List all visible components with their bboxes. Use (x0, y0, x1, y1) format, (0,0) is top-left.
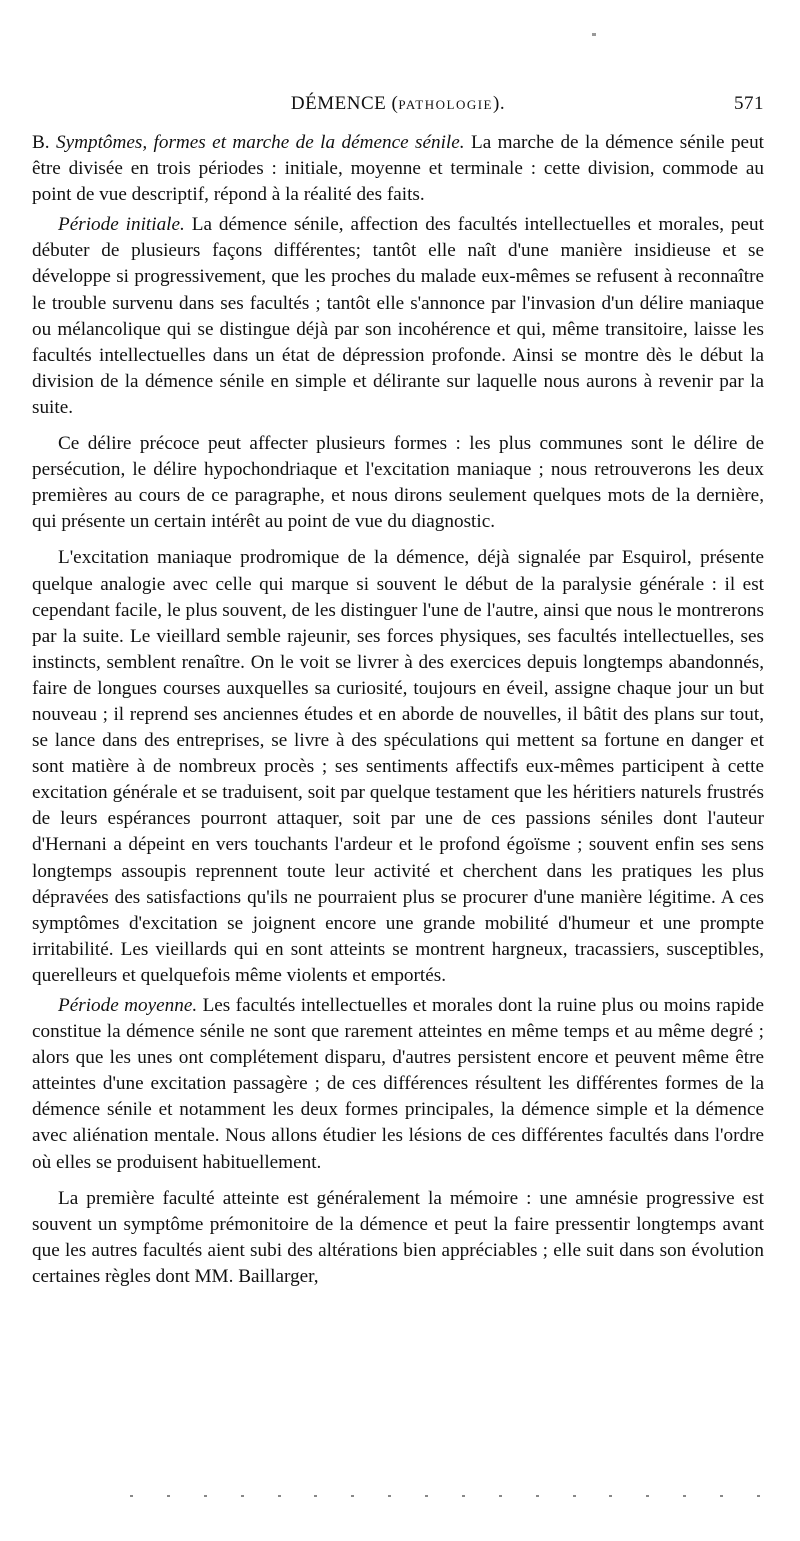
running-title-sub: PATHOLOGIE (398, 97, 494, 112)
page-header (32, 93, 764, 119)
section-label: B. (32, 132, 50, 153)
paragraph-delire-precoce (32, 431, 764, 535)
running-title: DÉMENCE (PATHOLOGIE). (290, 93, 506, 114)
paragraph-text: Les facultés intellectuelles et morales dont la ruine plus ou moins rapide constitue la démence sénile ne sont que rarement atteintes en même temps et au même degré ; alors que les unes ont complétement disparu, d'autres persistent encore et peuvent même être atteintes d'une excitation passagère ; de ces différences résultent les différentes formes de la démence sénile et notamment les deux formes principales, la démence simple et la démence avec aliénation mentale. Nous allons étudier les lésions de ces différentes facultés dans l'ordre où elles se produisent habituellement. (32, 995, 764, 1173)
paragraph-text: Ce délire précoce peut affecter plusieurs formes : les plus communes sont le délire de persécution, le délire hypochondriaque et l'excitation maniaque ; nous retrouverons les deux premières au cours de ce paragraphe, et nous dirons seulement quelques mots de la dernière, qui présente un certain intérêt au point de vue du diagnostic. (32, 433, 764, 533)
paragraph-periode-moyenne (32, 993, 764, 1176)
section-title: Symptômes, formes et marche de la démence sénile. (56, 132, 465, 153)
paragraph-text: La démence sénile, affection des facultés intellectuelles et morales, peut débuter de plusieurs façons différentes; tantôt elle naît d'une manière insidieuse et se développe si progressivement, que les proches du malade eux-mêmes se refusent à reconnaître le trouble survenu dans ses facultés ; tantôt elle s'annonce par l'invasion d'un délire maniaque ou mélancolique qui se distingue déjà par son incohérence et qui, même transitoire, laisse les facultés intellectuelles dans un état de dépression profonde. Ainsi se montre dès le début la division de la démence sénile en simple et délirante sur laquelle nous aurons à revenir par la suite. (32, 214, 764, 418)
paragraph-section-intro (32, 130, 764, 208)
paragraph-text: La marche de la démence sénile peut être divisée en trois périodes : initiale, moyenne et terminale : cette division, commode au point de vue descriptif, répond à la réalité des faits. (32, 132, 764, 206)
paragraph-text: La première faculté atteinte est généralement la mémoire : une amnésie progressive est souvent un symptôme prémonitoire de la démence et peut la faire pressentir longtemps avant que les autres facultés aient subi des altérations bien appréciables ; elle suit dans son évolution certaines règles dont MM. Baillarger, (32, 1187, 764, 1287)
paragraph-lead: Période moyenne. (58, 995, 198, 1016)
paragraph-periode-initiale (32, 212, 764, 421)
paragraph-lead: Période initiale. (58, 214, 185, 236)
body-text (32, 130, 764, 1294)
scan-speck (592, 33, 596, 36)
scan-noise-dots (130, 1493, 760, 1499)
paragraph-memoire (32, 1186, 764, 1290)
page-number: 571 (734, 93, 764, 114)
paragraph-excitation-maniaque (32, 545, 764, 989)
paragraph-text: L'excitation maniaque prodromique de la démence, déjà signalée par Esquirol, présente quelque analogie avec celle qui marque si souvent le début de la paralysie générale : il est cependant facile, le plus souvent, de les distinguer l'une de l'autre, ainsi que nous le montrerons par la suite. Le vieillard semble rajeunir, ses forces physiques, ses facultés intellectuelles, ses instincts, semblent renaître. On le voit se livrer à des exercices depuis longtemps abandonnés, faire de longues courses auxquelles sa curiosité, toujours en éveil, assigne chaque jour un but nouveau ; il reprend ses anciennes études et en aborde de nouvelles, il bâtit des plans sur tout, se lance dans des entreprises, se livre à des spéculations qui mettent sa fortune en danger et sont matière à de nombreux procès ; ses sentiments affectifs eux-mêmes participent à cette excitation générale et se traduisent, soit par quelque testament que les héritiers naturels frustrés de leurs espérances pourront attaquer, soit par une de ces passions séniles dont l'auteur d'Hernani a dépeint en vers touchants l'ardeur et le profond égoïsme ; souvent enfin ses sens longtemps assoupis reprennent toute leur activité et cherchent dans les pratiques les plus dépravées des satisfactions qu'ils ne pourraient plus se procurer d'une manière légitime. A ces symptômes d'excitation se joignent encore une grande mobilité d'humeur et une prompte irritabilité. Les vieillards qui en sont atteints se montrent hargneux, tracassiers, susceptibles, querelleurs et quelquefois même violents et emportés. (32, 547, 764, 986)
running-title-main: DÉMENCE (290, 93, 387, 114)
